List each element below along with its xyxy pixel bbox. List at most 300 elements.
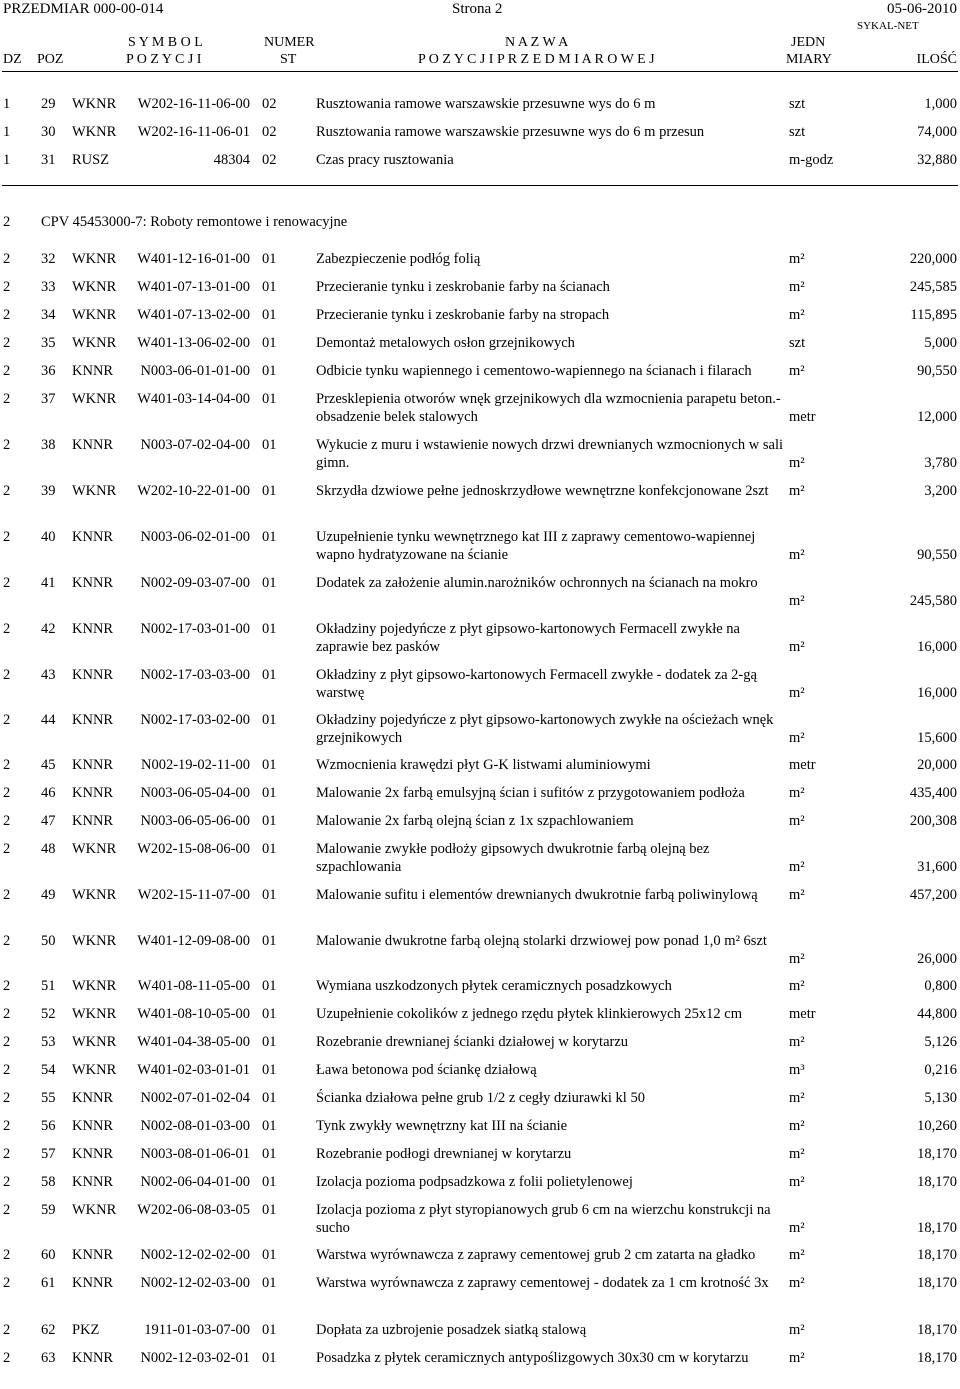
row-position: 49 bbox=[41, 887, 56, 903]
row-unit: m² bbox=[789, 730, 805, 746]
row-quantity: 90,550 bbox=[917, 547, 957, 563]
row-st: 01 bbox=[262, 437, 277, 453]
row-catalog: KNNR bbox=[72, 1146, 114, 1162]
row-position: 55 bbox=[41, 1090, 56, 1106]
row-st: 01 bbox=[262, 887, 277, 903]
row-quantity: 26,000 bbox=[917, 951, 957, 967]
row-dz: 2 bbox=[3, 307, 11, 323]
row-quantity: 3,780 bbox=[924, 455, 957, 471]
row-unit: metr bbox=[789, 757, 816, 773]
row-code: N002-12-03-02-01 bbox=[140, 1350, 250, 1366]
row-unit: m² bbox=[789, 1247, 805, 1263]
row-catalog: WKNR bbox=[72, 841, 117, 857]
row-dz: 2 bbox=[3, 978, 11, 994]
row-dz: 2 bbox=[3, 712, 11, 728]
row-position: 33 bbox=[41, 279, 56, 295]
row-st: 01 bbox=[262, 1322, 277, 1338]
row-st: 02 bbox=[262, 152, 277, 168]
row-catalog: KNNR bbox=[72, 1247, 114, 1263]
row-position: 40 bbox=[41, 529, 56, 545]
row-position: 61 bbox=[41, 1275, 56, 1291]
row-unit: m² bbox=[789, 307, 805, 323]
row-st: 01 bbox=[262, 363, 277, 379]
row-st: 01 bbox=[262, 1350, 277, 1366]
row-catalog: WKNR bbox=[72, 1062, 117, 1078]
row-catalog: KNNR bbox=[72, 1090, 114, 1106]
row-unit: m² bbox=[789, 1146, 805, 1162]
row-code: W401-07-13-02-00 bbox=[137, 307, 250, 323]
row-st: 01 bbox=[262, 279, 277, 295]
row-description: Skrzydła dzwiowe pełne jednoskrzydłowe wewnętrzne konfekcjonowane 2szt bbox=[316, 483, 769, 499]
section-divider bbox=[2, 185, 958, 186]
row-st: 01 bbox=[262, 785, 277, 801]
row-dz: 2 bbox=[3, 437, 11, 453]
row-position: 50 bbox=[41, 933, 56, 949]
row-unit: m² bbox=[789, 639, 805, 655]
row-unit: m² bbox=[789, 363, 805, 379]
row-st: 01 bbox=[262, 1118, 277, 1134]
table-row bbox=[0, 1201, 960, 1241]
row-dz: 2 bbox=[3, 1146, 11, 1162]
row-st: 01 bbox=[262, 667, 277, 683]
row-position: 53 bbox=[41, 1034, 56, 1050]
row-description: Okładziny pojedyńcze z płyt gipsowo-kartonowych zwykłe na ościeżach wnęk grzejnikowych bbox=[316, 712, 774, 746]
row-code: N002-06-04-01-00 bbox=[140, 1174, 250, 1190]
row-dz: 2 bbox=[3, 529, 11, 545]
row-description: Czas pracy rusztowania bbox=[316, 152, 454, 168]
row-dz: 2 bbox=[3, 1062, 11, 1078]
row-quantity: 18,170 bbox=[917, 1146, 957, 1162]
row-position: 30 bbox=[41, 124, 56, 140]
row-description: Okładziny pojedyńcze z płyt gipsowo-kartonowych Fermacell zwykłe na zaprawie bez pasków bbox=[316, 621, 740, 655]
row-code: N002-12-02-02-00 bbox=[140, 1247, 250, 1263]
row-dz: 2 bbox=[3, 1174, 11, 1190]
row-position: 60 bbox=[41, 1247, 56, 1263]
row-code: W401-03-14-04-00 bbox=[137, 391, 250, 407]
row-position: 42 bbox=[41, 621, 56, 637]
row-unit: m² bbox=[789, 785, 805, 801]
row-code: N002-09-03-07-00 bbox=[140, 575, 250, 591]
row-position: 51 bbox=[41, 978, 56, 994]
row-position: 48 bbox=[41, 841, 56, 857]
row-quantity: 245,585 bbox=[909, 279, 957, 295]
row-dz: 2 bbox=[3, 813, 11, 829]
row-description: Dopłata za uzbrojenie posadzek siatką stalową bbox=[316, 1322, 587, 1338]
row-description: Malowanie sufitu i elementów drewnianych dwukrotnie farbą poliwinylową bbox=[316, 887, 758, 903]
row-dz: 2 bbox=[3, 251, 11, 267]
row-catalog: WKNR bbox=[72, 124, 117, 140]
row-unit: m² bbox=[789, 859, 805, 875]
row-dz: 2 bbox=[3, 1118, 11, 1134]
row-quantity: 10,260 bbox=[917, 1118, 957, 1134]
col-jedn-1: JEDN bbox=[791, 35, 826, 50]
row-position: 54 bbox=[41, 1062, 56, 1078]
row-position: 43 bbox=[41, 667, 56, 683]
row-unit: m-godz bbox=[789, 152, 834, 168]
row-unit: m² bbox=[789, 1220, 805, 1236]
row-description: Przecieranie tynku i zeskrobanie farby na stropach bbox=[316, 307, 610, 323]
row-code: N002-17-03-02-00 bbox=[140, 712, 250, 728]
row-catalog: KNNR bbox=[72, 785, 114, 801]
row-description: Rozebranie podłogi drewnianej w korytarzu bbox=[316, 1146, 572, 1162]
row-position: 37 bbox=[41, 391, 56, 407]
row-catalog: WKNR bbox=[72, 335, 117, 351]
row-description: Dodatek za założenie alumin.narożników ochronnych na ścianach na mokro bbox=[316, 575, 758, 591]
row-catalog: WKNR bbox=[72, 307, 117, 323]
row-code: W401-12-09-08-00 bbox=[137, 933, 250, 949]
row-code: N003-06-05-04-00 bbox=[140, 785, 250, 801]
row-quantity: 18,170 bbox=[917, 1247, 957, 1263]
row-catalog: WKNR bbox=[72, 978, 117, 994]
row-code: N002-17-03-01-00 bbox=[140, 621, 250, 637]
row-description: Malowanie 2x farbą olejną ścian z 1x szpachlowaniem bbox=[316, 813, 634, 829]
row-dz: 2 bbox=[3, 785, 11, 801]
row-description: Malowanie zwykłe podłoży gipsowych dwukrotnie farbą olejną bez szpachlowania bbox=[316, 841, 710, 875]
row-position: 31 bbox=[41, 152, 56, 168]
section-title: CPV 45453000-7: Roboty remontowe i renowacyjne bbox=[41, 214, 348, 230]
row-catalog: WKNR bbox=[72, 483, 117, 499]
table-row bbox=[0, 528, 960, 568]
row-quantity: 245,580 bbox=[909, 593, 957, 609]
row-unit: szt bbox=[789, 96, 806, 112]
row-dz: 2 bbox=[3, 1006, 11, 1022]
table-header bbox=[0, 35, 960, 69]
row-code: 48304 bbox=[213, 152, 250, 168]
table-row bbox=[0, 436, 960, 476]
row-catalog: KNNR bbox=[72, 363, 114, 379]
row-dz: 2 bbox=[3, 667, 11, 683]
row-description: Wymiana uszkodzonych płytek ceramicznych posadzkowych bbox=[316, 978, 672, 994]
row-st: 01 bbox=[262, 1146, 277, 1162]
row-st: 01 bbox=[262, 978, 277, 994]
row-description: Demontaż metalowych osłon grzejnikowych bbox=[316, 335, 575, 351]
row-unit: metr bbox=[789, 1006, 816, 1022]
row-unit: m² bbox=[789, 279, 805, 295]
row-catalog: PKZ bbox=[72, 1322, 100, 1338]
software-name: SYKAL-NET bbox=[857, 20, 919, 32]
row-catalog: WKNR bbox=[72, 391, 117, 407]
row-position: 38 bbox=[41, 437, 56, 453]
table-row bbox=[0, 666, 960, 706]
row-dz: 2 bbox=[3, 483, 11, 499]
row-dz: 2 bbox=[3, 391, 11, 407]
row-unit: m² bbox=[789, 978, 805, 994]
row-position: 29 bbox=[41, 96, 56, 112]
row-quantity: 12,000 bbox=[917, 409, 957, 425]
row-description: Rusztowania ramowe warszawskie przesuwne wys do 6 m przesun bbox=[316, 124, 705, 140]
row-unit: m² bbox=[789, 1350, 805, 1366]
row-unit: m² bbox=[789, 483, 805, 499]
row-quantity: 0,800 bbox=[924, 978, 957, 994]
row-catalog: KNNR bbox=[72, 621, 114, 637]
row-dz: 2 bbox=[3, 933, 11, 949]
row-position: 56 bbox=[41, 1118, 56, 1134]
row-code: N002-07-01-02-04 bbox=[140, 1090, 250, 1106]
row-code: N002-17-03-03-00 bbox=[140, 667, 250, 683]
col-ilosc: ILOŚĆ bbox=[916, 52, 957, 67]
row-dz: 2 bbox=[3, 1247, 11, 1263]
row-description: Wykucie z muru i wstawienie nowych drzwi drewnianych wzmocnionych w sali gimn. bbox=[316, 437, 784, 471]
row-catalog: WKNR bbox=[72, 887, 117, 903]
row-position: 46 bbox=[41, 785, 56, 801]
row-quantity: 0,216 bbox=[924, 1062, 957, 1078]
table-row bbox=[0, 1349, 960, 1389]
row-dz: 2 bbox=[3, 335, 11, 351]
row-dz: 2 bbox=[3, 1275, 11, 1291]
row-quantity: 18,170 bbox=[917, 1322, 957, 1338]
row-quantity: 18,170 bbox=[917, 1220, 957, 1236]
page-number: Strona 2 bbox=[452, 1, 503, 17]
row-st: 02 bbox=[262, 96, 277, 112]
col-nazwa-2: P O Z Y C J I P R Z E D M I A R O W E J bbox=[418, 52, 655, 67]
row-description: Uzupełnienie tynku wewnętrznego kat III z zaprawy cementowo-wapiennej wapno hydratyzowane na ścianie bbox=[316, 529, 756, 563]
row-quantity: 18,170 bbox=[917, 1174, 957, 1190]
row-st: 01 bbox=[262, 813, 277, 829]
row-quantity: 457,200 bbox=[909, 887, 957, 903]
row-st: 01 bbox=[262, 1034, 277, 1050]
table-row bbox=[0, 711, 960, 751]
row-position: 52 bbox=[41, 1006, 56, 1022]
col-numer-2: ST bbox=[280, 52, 297, 67]
row-description: Warstwa wyrównawcza z zaprawy cementowej grub 2 cm zatarta na gładko bbox=[316, 1247, 756, 1263]
row-dz: 2 bbox=[3, 887, 11, 903]
row-code: W202-06-08-03-05 bbox=[137, 1202, 250, 1218]
row-dz: 2 bbox=[3, 1350, 11, 1366]
row-catalog: KNNR bbox=[72, 575, 114, 591]
row-code: N003-06-02-01-00 bbox=[140, 529, 250, 545]
row-description: Malowanie 2x farbą emulsyjną ścian i sufitów z przygotowaniem podłoża bbox=[316, 785, 745, 801]
row-code: N002-12-02-03-00 bbox=[140, 1275, 250, 1291]
row-st: 01 bbox=[262, 757, 277, 773]
row-code: N003-08-01-06-01 bbox=[140, 1146, 250, 1162]
row-st: 01 bbox=[262, 1090, 277, 1106]
col-nazwa-1: N A Z W A bbox=[505, 35, 569, 50]
row-code: W401-02-03-01-01 bbox=[137, 1062, 250, 1078]
row-description: Okładziny z płyt gipsowo-kartonowych Fermacell zwykłe - dodatek za 2-gą warstwę bbox=[316, 667, 757, 701]
row-description: Przesklepienia otworów wnęk grzejnikowych dla wzmocnienia parapetu beton.- obsadzenie belek stalowych bbox=[316, 391, 781, 425]
row-code: W202-15-08-06-00 bbox=[137, 841, 250, 857]
row-code: W401-08-10-05-00 bbox=[137, 1006, 250, 1022]
row-dz: 2 bbox=[3, 1090, 11, 1106]
row-description: Warstwa wyrównawcza z zaprawy cementowej - dodatek za 1 cm krotność 3x bbox=[316, 1275, 769, 1291]
row-quantity: 3,200 bbox=[924, 483, 957, 499]
row-quantity: 18,170 bbox=[917, 1275, 957, 1291]
row-st: 01 bbox=[262, 1062, 277, 1078]
row-position: 57 bbox=[41, 1146, 56, 1162]
row-catalog: WKNR bbox=[72, 96, 117, 112]
row-description: Ława betonowa pod ściankę działową bbox=[316, 1062, 537, 1078]
row-st: 01 bbox=[262, 483, 277, 499]
row-quantity: 31,600 bbox=[917, 859, 957, 875]
row-description: Wzmocnienia krawędzi płyt G-K listwami aluminiowymi bbox=[316, 757, 651, 773]
row-st: 01 bbox=[262, 391, 277, 407]
row-description: Uzupełnienie cokolików z jednego rzędu płytek klinkierowych 25x12 cm bbox=[316, 1006, 743, 1022]
row-quantity: 16,000 bbox=[917, 639, 957, 655]
row-code: W401-13-06-02-00 bbox=[137, 335, 250, 351]
row-dz: 1 bbox=[3, 124, 11, 140]
row-catalog: KNNR bbox=[72, 1174, 114, 1190]
col-poz: POZ bbox=[37, 52, 64, 67]
row-quantity: 1,000 bbox=[924, 96, 957, 112]
row-dz: 2 bbox=[3, 621, 11, 637]
row-position: 62 bbox=[41, 1322, 56, 1338]
row-dz: 1 bbox=[3, 152, 11, 168]
section-dz: 2 bbox=[3, 214, 11, 230]
row-position: 35 bbox=[41, 335, 56, 351]
row-unit: szt bbox=[789, 335, 806, 351]
col-symbol-1: S Y M B O L bbox=[128, 35, 203, 50]
row-dz: 2 bbox=[3, 363, 11, 379]
row-catalog: RUSZ bbox=[72, 152, 110, 168]
row-catalog: KNNR bbox=[72, 712, 114, 728]
row-code: W401-07-13-01-00 bbox=[137, 279, 250, 295]
document-date: 05-06-2010 bbox=[887, 1, 957, 17]
row-st: 01 bbox=[262, 933, 277, 949]
row-dz: 2 bbox=[3, 575, 11, 591]
row-position: 58 bbox=[41, 1174, 56, 1190]
row-position: 45 bbox=[41, 757, 56, 773]
row-quantity: 5,000 bbox=[924, 335, 957, 351]
table-row bbox=[0, 886, 960, 926]
row-st: 01 bbox=[262, 1006, 277, 1022]
row-quantity: 16,000 bbox=[917, 685, 957, 701]
row-unit: m² bbox=[789, 813, 805, 829]
row-code: W202-15-11-07-00 bbox=[137, 887, 250, 903]
col-jedn-2: MIARY bbox=[786, 52, 832, 67]
table-row bbox=[0, 1274, 960, 1314]
row-description: Malowanie dwukrotne farbą olejną stolarki drzwiowej pow ponad 1,0 m² 6szt bbox=[316, 933, 767, 949]
row-position: 59 bbox=[41, 1202, 56, 1218]
row-quantity: 5,126 bbox=[924, 1034, 957, 1050]
row-dz: 2 bbox=[3, 1322, 11, 1338]
row-catalog: KNNR bbox=[72, 667, 114, 683]
row-code: 1911-01-03-07-00 bbox=[144, 1322, 250, 1338]
row-quantity: 90,550 bbox=[917, 363, 957, 379]
row-code: N003-06-01-01-00 bbox=[140, 363, 250, 379]
row-st: 01 bbox=[262, 1202, 277, 1218]
row-unit: m² bbox=[789, 455, 805, 471]
row-quantity: 435,400 bbox=[909, 785, 957, 801]
row-st: 01 bbox=[262, 841, 277, 857]
row-dz: 2 bbox=[3, 757, 11, 773]
row-unit: szt bbox=[789, 124, 806, 140]
row-code: W401-12-16-01-00 bbox=[137, 251, 250, 267]
row-catalog: KNNR bbox=[72, 1275, 114, 1291]
row-quantity: 15,600 bbox=[917, 730, 957, 746]
row-position: 39 bbox=[41, 483, 56, 499]
row-catalog: KNNR bbox=[72, 1118, 114, 1134]
row-dz: 2 bbox=[3, 279, 11, 295]
row-description: Posadzka z płytek ceramicznych antypoślizgowych 30x30 cm w korytarzu bbox=[316, 1350, 749, 1366]
page-header bbox=[0, 0, 960, 20]
row-catalog: KNNR bbox=[72, 757, 114, 773]
row-unit: m² bbox=[789, 1322, 805, 1338]
row-st: 01 bbox=[262, 529, 277, 545]
row-catalog: KNNR bbox=[72, 529, 114, 545]
row-unit: m² bbox=[789, 593, 805, 609]
row-unit: metr bbox=[789, 409, 816, 425]
row-position: 32 bbox=[41, 251, 56, 267]
row-dz: 1 bbox=[3, 96, 11, 112]
row-st: 01 bbox=[262, 251, 277, 267]
row-quantity: 44,800 bbox=[917, 1006, 957, 1022]
row-description: Przecieranie tynku i zeskrobanie farby na ścianach bbox=[316, 279, 610, 295]
row-st: 01 bbox=[262, 307, 277, 323]
row-catalog: WKNR bbox=[72, 1006, 117, 1022]
row-description: Rusztowania ramowe warszawskie przesuwne wys do 6 m bbox=[316, 96, 656, 112]
row-description: Zabezpieczenie podłóg folią bbox=[316, 251, 481, 267]
row-catalog: KNNR bbox=[72, 813, 114, 829]
row-st: 01 bbox=[262, 1174, 277, 1190]
row-st: 02 bbox=[262, 124, 277, 140]
col-numer-1: NUMER bbox=[264, 35, 315, 50]
table-row bbox=[0, 840, 960, 880]
header-divider bbox=[2, 71, 958, 72]
row-description: Rozebranie drewnianej ścianki działowej w korytarzu bbox=[316, 1034, 629, 1050]
row-dz: 2 bbox=[3, 1034, 11, 1050]
row-catalog: WKNR bbox=[72, 933, 117, 949]
row-catalog: WKNR bbox=[72, 1034, 117, 1050]
row-catalog: KNNR bbox=[72, 437, 114, 453]
row-quantity: 220,000 bbox=[909, 251, 957, 267]
row-code: W401-08-11-05-00 bbox=[137, 978, 250, 994]
row-catalog: KNNR bbox=[72, 1350, 114, 1366]
row-unit: m² bbox=[789, 1174, 805, 1190]
row-position: 44 bbox=[41, 712, 56, 728]
row-unit: m² bbox=[789, 1118, 805, 1134]
row-unit: m² bbox=[789, 1034, 805, 1050]
row-position: 36 bbox=[41, 363, 56, 379]
row-unit: m² bbox=[789, 951, 805, 967]
document-title: PRZEDMIAR 000-00-014 bbox=[3, 1, 164, 17]
row-code: W202-16-11-06-01 bbox=[137, 124, 250, 140]
row-position: 34 bbox=[41, 307, 56, 323]
row-code: N002-08-01-03-00 bbox=[140, 1118, 250, 1134]
row-catalog: WKNR bbox=[72, 251, 117, 267]
table-row bbox=[0, 932, 960, 972]
row-unit: m² bbox=[789, 1275, 805, 1291]
row-st: 01 bbox=[262, 335, 277, 351]
row-description: Izolacja pozioma podpsadzkowa z folii polietylenowej bbox=[316, 1174, 633, 1190]
row-st: 01 bbox=[262, 575, 277, 591]
row-dz: 2 bbox=[3, 1202, 11, 1218]
row-quantity: 32,880 bbox=[917, 152, 957, 168]
row-description: Izolacja pozioma z płyt styropianowych grub 6 cm na wierzchu konstrukcji na sucho bbox=[316, 1202, 771, 1236]
table-row bbox=[0, 574, 960, 614]
row-code: N003-07-02-04-00 bbox=[140, 437, 250, 453]
row-catalog: WKNR bbox=[72, 1202, 117, 1218]
row-quantity: 200,308 bbox=[909, 813, 957, 829]
row-catalog: WKNR bbox=[72, 279, 117, 295]
row-description: Tynk zwykły wewnętrzny kat III na ścianie bbox=[316, 1118, 568, 1134]
row-position: 63 bbox=[41, 1350, 56, 1366]
row-st: 01 bbox=[262, 1275, 277, 1291]
row-quantity: 18,170 bbox=[917, 1350, 957, 1366]
col-symbol-2: P O Z Y C J I bbox=[126, 52, 202, 67]
row-quantity: 115,895 bbox=[910, 307, 957, 323]
row-unit: m² bbox=[789, 1090, 805, 1106]
row-dz: 2 bbox=[3, 841, 11, 857]
row-description: Ścianka działowa pełne grub 1/2 z cegły dziurawki kl 50 bbox=[316, 1090, 645, 1106]
col-dz: DZ bbox=[3, 52, 22, 67]
row-unit: m³ bbox=[789, 1062, 805, 1078]
row-code: N003-06-05-06-00 bbox=[140, 813, 250, 829]
row-unit: m² bbox=[789, 887, 805, 903]
row-code: W202-16-11-06-00 bbox=[137, 96, 250, 112]
row-st: 01 bbox=[262, 621, 277, 637]
row-code: N002-19-02-11-00 bbox=[141, 757, 250, 773]
row-st: 01 bbox=[262, 712, 277, 728]
